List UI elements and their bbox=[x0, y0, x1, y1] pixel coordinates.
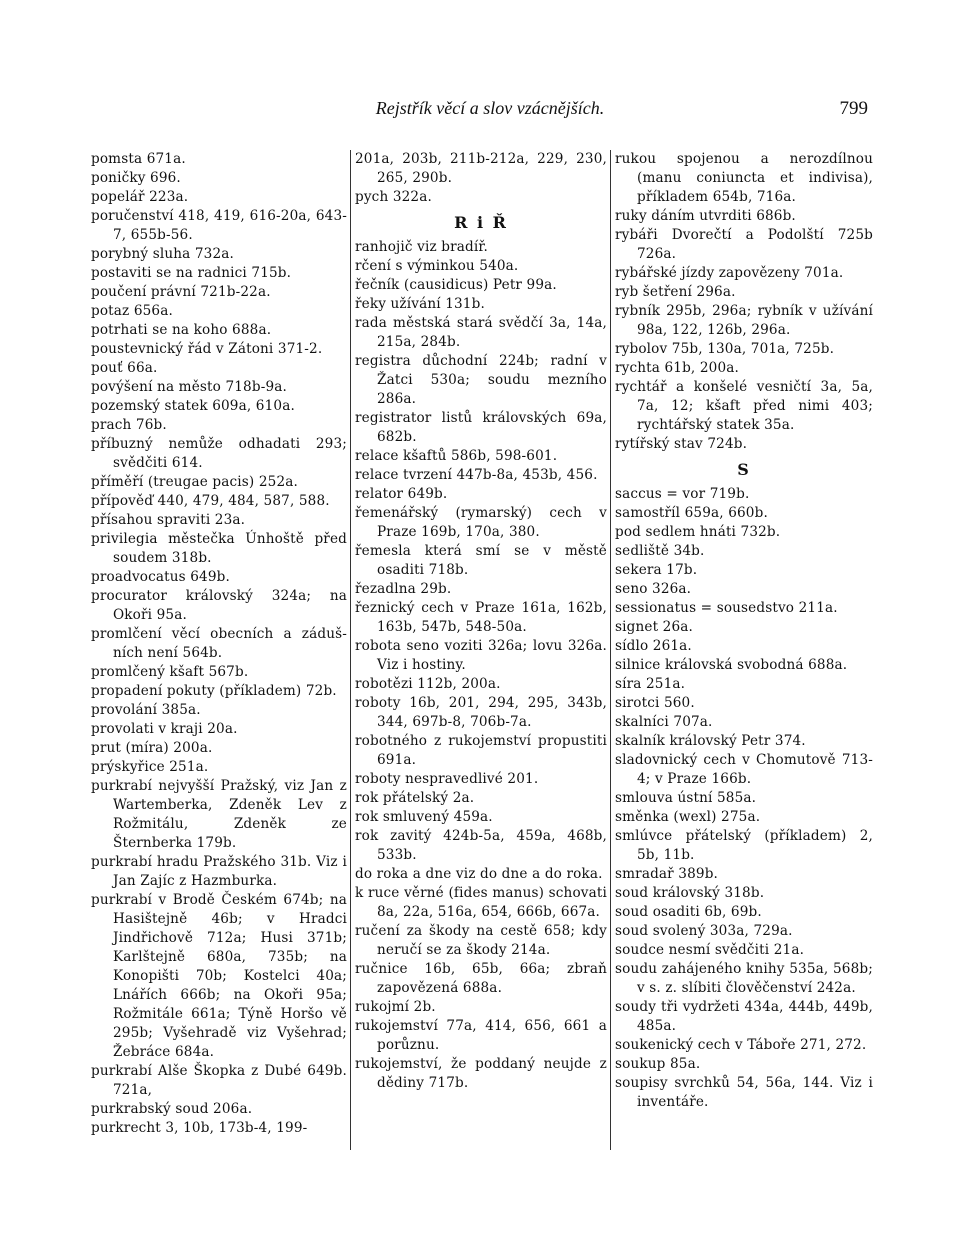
index-entry: sekera 17b. bbox=[615, 562, 698, 578]
index-entry: rukou spojenou a nerozdílnou (manu coniuncta et indivisa), příkladem 654b, 716a. bbox=[615, 151, 873, 205]
index-entry: ručení za škody na cestě 658; kdy neručí se za škody 214a. bbox=[355, 923, 607, 958]
index-entry: pouť 66a. bbox=[91, 360, 158, 376]
index-entry: řeznický cech v Praze 161a, 162b, 163b, 547b, 548-50a. bbox=[355, 600, 607, 635]
index-entry: soukenický cech v Táboře 271, 272. bbox=[615, 1037, 867, 1053]
index-entry: prut (míra) 200a. bbox=[91, 740, 213, 756]
index-entry: signet 26a. bbox=[615, 619, 693, 635]
index-entry: síra 251a. bbox=[615, 676, 686, 692]
index-entry: rok smluvený 459a. bbox=[355, 809, 493, 825]
index-entry: popelář 223a. bbox=[91, 189, 189, 205]
index-entry: registra důchodní 224b; radní v Žatci 530a; soudu mezního 286a. bbox=[355, 353, 607, 407]
index-entry: relace kšaftů 586b, 598-601. bbox=[355, 448, 558, 464]
index-entry: promlčený kšaft 567b. bbox=[91, 664, 249, 680]
index-entry: sladovnický cech v Chomutově 713-4; v Praze 166b. bbox=[615, 752, 873, 787]
index-entry: smlúvce přátelský (příkladem) 2, 5b, 11b. bbox=[615, 828, 873, 863]
index-entry: přísahou spraviti 23a. bbox=[91, 512, 246, 528]
index-entry: soukup 85a. bbox=[615, 1056, 701, 1072]
index-entry: rukojmí 2b. bbox=[355, 999, 436, 1015]
index-entry: rukojemství, že poddaný neujde z dědiny 717b. bbox=[355, 1056, 607, 1091]
index-entry: relator 649b. bbox=[355, 486, 448, 502]
index-entry: soudy tři vydržeti 434a, 444b, 449b, 485a. bbox=[615, 999, 873, 1034]
index-entry: rychtář a konšelé vesničtí 3a, 5a, 7a, 12; kšaft před nimi 403; rychtářský statek 35a. bbox=[615, 379, 873, 433]
index-entry: postaviti se na radnici 715b. bbox=[91, 265, 292, 281]
index-entry: pomsta 671a. bbox=[91, 151, 186, 167]
section-heading: S bbox=[737, 460, 751, 479]
index-entry: řemenářský (rymarský) cech v Praze 169b, 170a, 380. bbox=[355, 505, 607, 540]
index-entry: rytířský stav 724b. bbox=[615, 436, 748, 452]
index-column-1 bbox=[91, 150, 347, 1138]
index-entry: potaz 656a. bbox=[91, 303, 173, 319]
index-entry: povýšení na město 718b-9a. bbox=[91, 379, 287, 395]
index-entry: smlouva ústní 585a. bbox=[615, 790, 757, 806]
index-entry: privilegia městečka Únhoště před soudem 318b. bbox=[91, 531, 347, 566]
index-entry: soupisy svrchků 54, 56a, 144. Viz i inventáře. bbox=[615, 1075, 873, 1110]
index-entry: purkrabí Alše Škopka z Dubé 649b. 721a, bbox=[91, 1063, 347, 1098]
index-entry: propadení pokuty (příkladem) 72b. bbox=[91, 683, 337, 699]
index-entry: pozemský statek 609a, 610a. bbox=[91, 398, 295, 414]
index-entry: seno 326a. bbox=[615, 581, 692, 597]
index-entry: soudu zahájeného knihy 535a, 568b; v s. z. slíbiti člověčenství 242a. bbox=[615, 961, 873, 996]
index-entry: rybník 295b, 296a; rybník v užívání 98a, 122, 126b, 296a. bbox=[615, 303, 873, 338]
index-entry: potrhati se na koho 688a. bbox=[91, 322, 272, 338]
index-entry: soud královský 318b. bbox=[615, 885, 765, 901]
index-entry: roboty nespravedlivé 201. bbox=[355, 771, 539, 787]
index-entry: rčení s výminkou 540a. bbox=[355, 258, 519, 274]
index-entry: rychta 61b, 200a. bbox=[615, 360, 739, 376]
index-entry: ručnice 16b, 65b, 66a; zbraň zapovězená 688a. bbox=[355, 961, 607, 996]
index-entry: robotného z rukojemství propustiti 691a. bbox=[355, 733, 607, 768]
running-title: Rejstřík věcí a slov vzácnějších. bbox=[375, 98, 605, 118]
index-entry: robota seno voziti 326a; lovu 326a. Viz i hostiny. bbox=[355, 638, 607, 673]
index-entry: proadvocatus 649b. bbox=[91, 569, 230, 585]
index-entry: poučení právní 721b-22a. bbox=[91, 284, 271, 300]
index-entry: sídlo 261a. bbox=[615, 638, 692, 654]
index-entry: sedliště 34b. bbox=[615, 543, 705, 559]
page-number: 799 bbox=[839, 98, 868, 119]
index-entry: rok zavitý 424b-5a, 459a, 468b, 533b. bbox=[355, 828, 607, 863]
index-entry: sessionatus = sousedstvo 211a. bbox=[615, 600, 838, 616]
index-entry: porybný sluha 732a. bbox=[91, 246, 235, 262]
index-entry: poručenství 418, 419, 616-20a, 643-7, 655b-56. bbox=[91, 208, 347, 243]
index-entry: skalníci 707a. bbox=[615, 714, 713, 730]
index-entry: pych 322a. bbox=[355, 189, 432, 205]
index-entry: ranhojič viz bradíř. bbox=[355, 239, 488, 255]
index-entry: sirotci 560. bbox=[615, 695, 695, 711]
index-entry: rada městská stará svědčí 3a, 14a, 215a, 284b. bbox=[355, 315, 607, 350]
index-entry: provolati v kraji 20a. bbox=[91, 721, 238, 737]
index-column-3 bbox=[615, 150, 873, 1112]
index-entry: poustevnický řád v Zátoni 371-2. bbox=[91, 341, 323, 357]
index-entry: řeky užívání 131b. bbox=[355, 296, 485, 312]
index-entry: purkrabský soud 206a. bbox=[91, 1101, 253, 1117]
index-entry: procurator královský 324a; na Okoři 95a. bbox=[91, 588, 347, 623]
index-entry: k ruce věrné (fides manus) schovati 8a, 22a, 516a, 654, 666b, 667a. bbox=[355, 885, 607, 920]
index-entry: smradař 389b. bbox=[615, 866, 719, 882]
index-entry: rukojemství 77a, 414, 656, 661 a porůznu. bbox=[355, 1018, 607, 1053]
index-column-2 bbox=[355, 150, 607, 1093]
index-entry: příměří (treugae pacis) 252a. bbox=[91, 474, 298, 490]
index-entry: purkrabí v Brodě Českém 674b; na Hasištejně 46b; v Hradci Jindřichově 712a; Husi 371b; Karlštejně 680a, 735b; na Konopišti 70b; Kostelci 40a; Lnářích 666b; na Okoři 95a; Rožmitále 661a; Týně Horšo vě 295b; Vyšehradě viz Vyšehrad; Žebráce 684a. bbox=[91, 892, 347, 1060]
index-entry: soud svolený 303a, 729a. bbox=[615, 923, 793, 939]
index-entry: samostříl 659a, 660b. bbox=[615, 505, 768, 521]
section-heading: R i Ř bbox=[454, 213, 508, 232]
column-divider bbox=[610, 150, 611, 1150]
index-entry: prach 76b. bbox=[91, 417, 167, 433]
index-entry: poničky 696. bbox=[91, 170, 181, 186]
index-entry: přípověď 440, 479, 484, 587, 588. bbox=[91, 493, 330, 509]
index-entry: příbuzný nemůže odhadati 293; svědčiti 614. bbox=[91, 436, 347, 471]
index-entry: směnka (wexl) 275a. bbox=[615, 809, 761, 825]
index-entry: rybolov 75b, 130a, 701a, 725b. bbox=[615, 341, 835, 357]
index-entry: purkrabí hradu Pražského 31b. Viz i Jan Zajíc z Hazmburka. bbox=[91, 854, 347, 889]
index-entry: promlčení věcí obecních a záduš-ních není 564b. bbox=[91, 626, 347, 661]
index-entry: 201a, 203b, 211b-212a, 229, 230, 265, 290b. bbox=[355, 151, 607, 186]
index-entry: pod sedlem hnáti 732b. bbox=[615, 524, 781, 540]
index-entry: robotězi 112b, 200a. bbox=[355, 676, 501, 692]
index-entry: roboty 16b, 201, 294, 295, 343b, 344, 697b-8, 706b-7a. bbox=[355, 695, 607, 730]
index-entry: silnice královská svobodná 688a. bbox=[615, 657, 848, 673]
index-entry: rok přátelský 2a. bbox=[355, 790, 475, 806]
index-entry: ruky dáním utvrditi 686b. bbox=[615, 208, 796, 224]
index-entry: purkrecht 3, 10b, 173b-4, 199- bbox=[91, 1120, 308, 1136]
index-entry: prýskyřice 251a. bbox=[91, 759, 209, 775]
index-entry: relace tvrzení 447b-8a, 453b, 456. bbox=[355, 467, 598, 483]
index-entry: řemesla která smí se v městě osaditi 718b. bbox=[355, 543, 607, 578]
index-entry: řezadlna 29b. bbox=[355, 581, 452, 597]
index-entry: rybářské jízdy zapovězeny 701a. bbox=[615, 265, 844, 281]
index-entry: skalník královský Petr 374. bbox=[615, 733, 806, 749]
index-entry: do roka a dne viz do dne a do roka. bbox=[355, 866, 603, 882]
index-entry: rybáři Dvorečtí a Podolští 725b 726a. bbox=[615, 227, 873, 262]
index-entry: purkrabí nejvyšší Pražský, viz Jan z Wartemberka, Zdeněk Lev z Rožmitálu, Zdeněk ze Šternberka 179b. bbox=[91, 778, 347, 851]
index-entry: řečník (causidicus) Petr 99a. bbox=[355, 277, 557, 293]
index-entry: registrator listů královských 69a, 682b. bbox=[355, 410, 607, 445]
index-entry: ryb šetření 296a. bbox=[615, 284, 736, 300]
index-entry: provolání 385a. bbox=[91, 702, 201, 718]
column-divider bbox=[350, 150, 351, 1150]
page-header bbox=[0, 98, 960, 128]
index-entry: soud osaditi 6b, 69b. bbox=[615, 904, 762, 920]
index-entry: saccus = vor 719b. bbox=[615, 486, 750, 502]
index-entry: soudce nesmí svědčiti 21a. bbox=[615, 942, 805, 958]
